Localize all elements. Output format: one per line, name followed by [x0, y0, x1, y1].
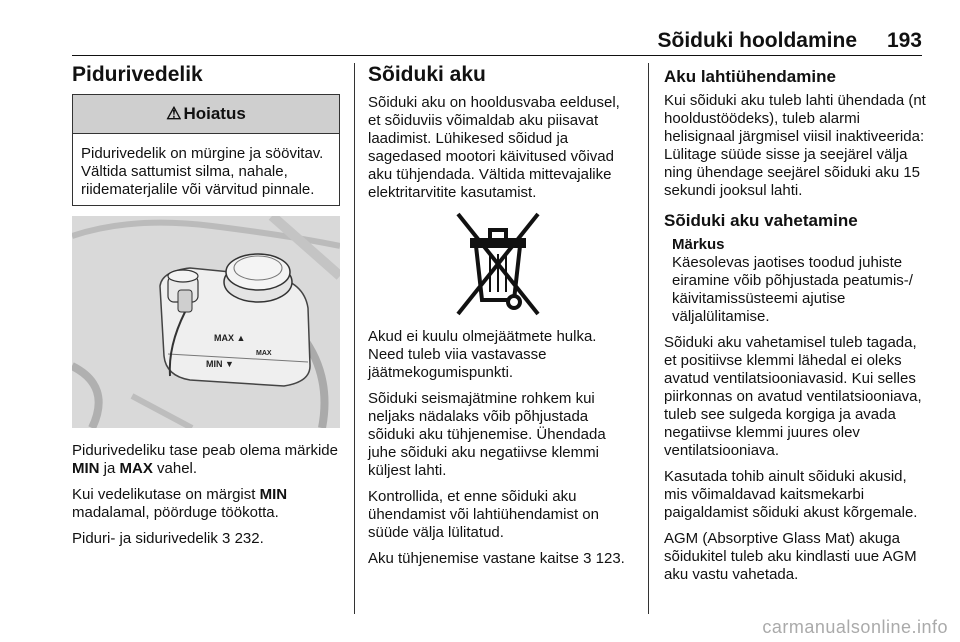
note-header: Märkus [672, 236, 725, 253]
page-header [0, 0, 960, 60]
watermark: carmanualsonline.info [762, 617, 948, 637]
battery-intro-text: Sõiduki aku on hooldusvaba eeldusel, et sõiduviis võimaldab aku piisavat laadimist. Lühikesed sõidud ja sagedased mootori käivitused võivad aku tühjendada. Vältida mittevajalike elektritarvitite kasutamist. [368, 94, 620, 201]
column-brake-fluid [72, 62, 340, 556]
warning-label: Hoiatus [183, 104, 246, 123]
discharge-protection-reference: Aku tühjenemise vastane kaitse 3 123. [368, 550, 625, 567]
column-battery-disconnect [664, 62, 926, 592]
max-mark-label: MAX ▲ [214, 333, 246, 343]
max-small-mark-label: MAX [256, 350, 272, 357]
section-title-replacement: Sõiduki aku vahetamine [664, 211, 858, 230]
column-divider-1 [354, 63, 355, 614]
brake-fluid-reference: Piduri- ja sidurivedelik 3 232. [72, 530, 264, 547]
low-level-text: Kui vedelikutase on märgist MIN madalamal, pöörduge töökotta. [72, 486, 288, 521]
disconnect-text: Kui sõiduki aku tuleb lahti ühendada (nt hooldustöödeks), tuleb alarmi helisignaal järgmisel viisil inaktiveerida: Lülitage süüde sisse ja seejärel välja ning ühendage seejärel sõiduki aku 15 sekundi jooksul lahti. [664, 92, 926, 199]
warning-header [73, 95, 339, 134]
header-rule [72, 55, 922, 56]
note-box [664, 236, 926, 326]
chapter-title: Sõiduki hooldamine [657, 29, 857, 52]
disposal-text: Akud ei kuulu olmejäätmete hulka. Need tuleb viia vastavasse jäätmekogumispunkti. [368, 328, 597, 381]
column-divider-2 [648, 63, 649, 614]
column-battery [368, 62, 628, 576]
reservoir-illustration [72, 216, 340, 428]
storage-text: Sõiduki seismajätmine rohkem kui neljaks nädalaks võib põhjustada sõiduki aku tühjenemise. Ühendada juhe sõiduki aku negatiivse klemmi küljest lahti. [368, 390, 606, 479]
page-number: 193 [886, 29, 922, 52]
brake-level-text: Pidurivedeliku tase peab olema märkide MIN ja MAX vahel. [72, 442, 338, 477]
section-title-battery: Sõiduki aku [368, 63, 486, 86]
warning-text: Pidurivedelik on mürgine ja söövitav. Vältida sattumist silma, nahale, riidematerjalile või värvitud pinnale. [81, 145, 324, 198]
fuse-box-text: Kasutada tohib ainult sõiduki akusid, mis võimaldavad kaitsmekarbi paigaldamist sõiduki akust kõrgemale. [664, 468, 918, 521]
brake-fluid-reservoir-image [72, 216, 340, 428]
note-text: Käesolevas jaotises toodud juhiste eiramine võib põhjustada peatumis-/ käivitamissüsteemi ajutise väljalülitamise. [672, 254, 913, 325]
ventilation-text: Sõiduki aku vahetamisel tuleb tagada, et positiivse klemmi lähedal ei oleks avatud ventilatsiooniavasid. Kui selles piirkonnas on avatud ventilatsiooniava, tuleb see sulgeda korgiga ja avada negatiivse klemmi juures olev ventilatsiooniava. [664, 334, 922, 459]
crossed-bin-icon [368, 210, 628, 318]
section-title-brake-fluid: Pidurivedelik [72, 63, 203, 86]
warning-triangle-icon: ⚠ [166, 104, 182, 123]
ignition-check-text: Kontrollida, et enne sõiduki aku ühendamist või lahtiühendamist on süüde välja lülitatud. [368, 488, 599, 541]
section-title-disconnect: Aku lahtiühendamine [664, 67, 836, 86]
warning-box [72, 94, 340, 206]
min-mark-label: MIN ▼ [206, 359, 234, 369]
agm-text: AGM (Absorptive Glass Mat) akuga sõidukitel tuleb aku kindlasti uue AGM aku vastu vahetada. [664, 530, 917, 583]
